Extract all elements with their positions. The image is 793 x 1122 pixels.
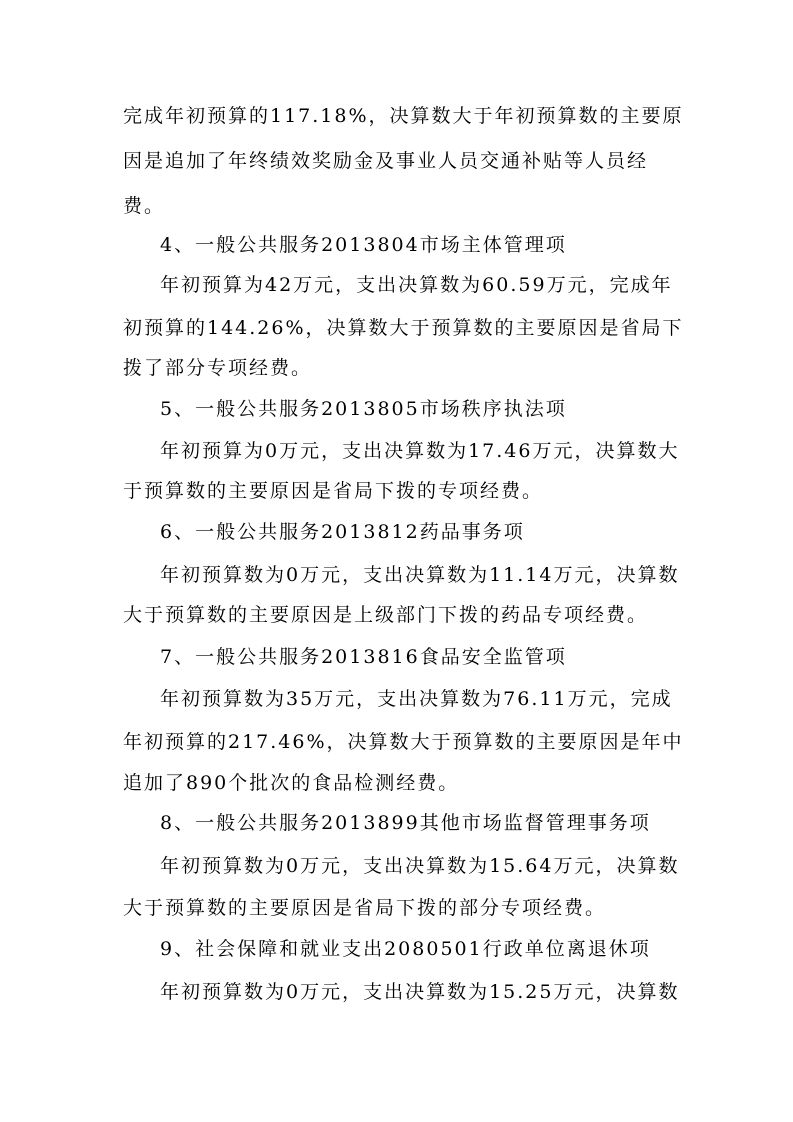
- section-heading: 7、一般公共服务2013816食品安全监管项: [160, 646, 567, 668]
- text-line: 年初预算为42万元，支出决算数为60.59万元，完成年: [160, 274, 673, 296]
- text-line: 拨了部分专项经费。: [123, 357, 313, 379]
- text-line: 于预算数的主要原因是省局下拨的专项经费。: [123, 480, 544, 502]
- text-line: 年初预算数为35万元，支出决算数为76.11万元，完成: [160, 688, 673, 710]
- section-heading: 6、一般公共服务2013812药品事务项: [160, 521, 525, 543]
- text-line: 因是追加了年终绩效奖励金及事业人员交通补贴等人员经: [123, 150, 649, 172]
- text-line: 年初预算的217.46%，决算数大于预算数的主要原因是年中: [123, 731, 684, 753]
- section-heading: 5、一般公共服务2013805市场秩序执法项: [160, 398, 567, 420]
- text-line: 完成年初预算的117.18%，决算数大于年初预算数的主要原: [123, 105, 684, 127]
- text-line: 年初预算数为0万元，支出决算数为15.64万元，决算数: [160, 855, 680, 877]
- section-heading: 4、一般公共服务2013804市场主体管理项: [160, 234, 567, 256]
- text-line: 年初预算数为0万元，支出决算数为15.25万元，决算数: [160, 981, 680, 1003]
- text-line: 初预算的144.26%，决算数大于预算数的主要原因是省局下: [123, 317, 684, 339]
- text-line: 追加了890个批次的食品检测经费。: [123, 772, 460, 794]
- text-line: 费。: [123, 195, 166, 217]
- text-line: 年初预算数为0万元，支出决算数为11.14万元，决算数: [160, 564, 680, 586]
- text-line: 年初预算为0万元，支出决算数为17.46万元，决算数大: [160, 440, 680, 462]
- section-heading: 9、社会保障和就业支出2080501行政单位离退休项: [160, 938, 651, 960]
- text-line: 大于预算数的主要原因是上级部门下拨的药品专项经费。: [123, 604, 649, 626]
- section-heading: 8、一般公共服务2013899其他市场监督管理事务项: [160, 812, 651, 834]
- text-line: 大于预算数的主要原因是省局下拨的部分专项经费。: [123, 897, 607, 919]
